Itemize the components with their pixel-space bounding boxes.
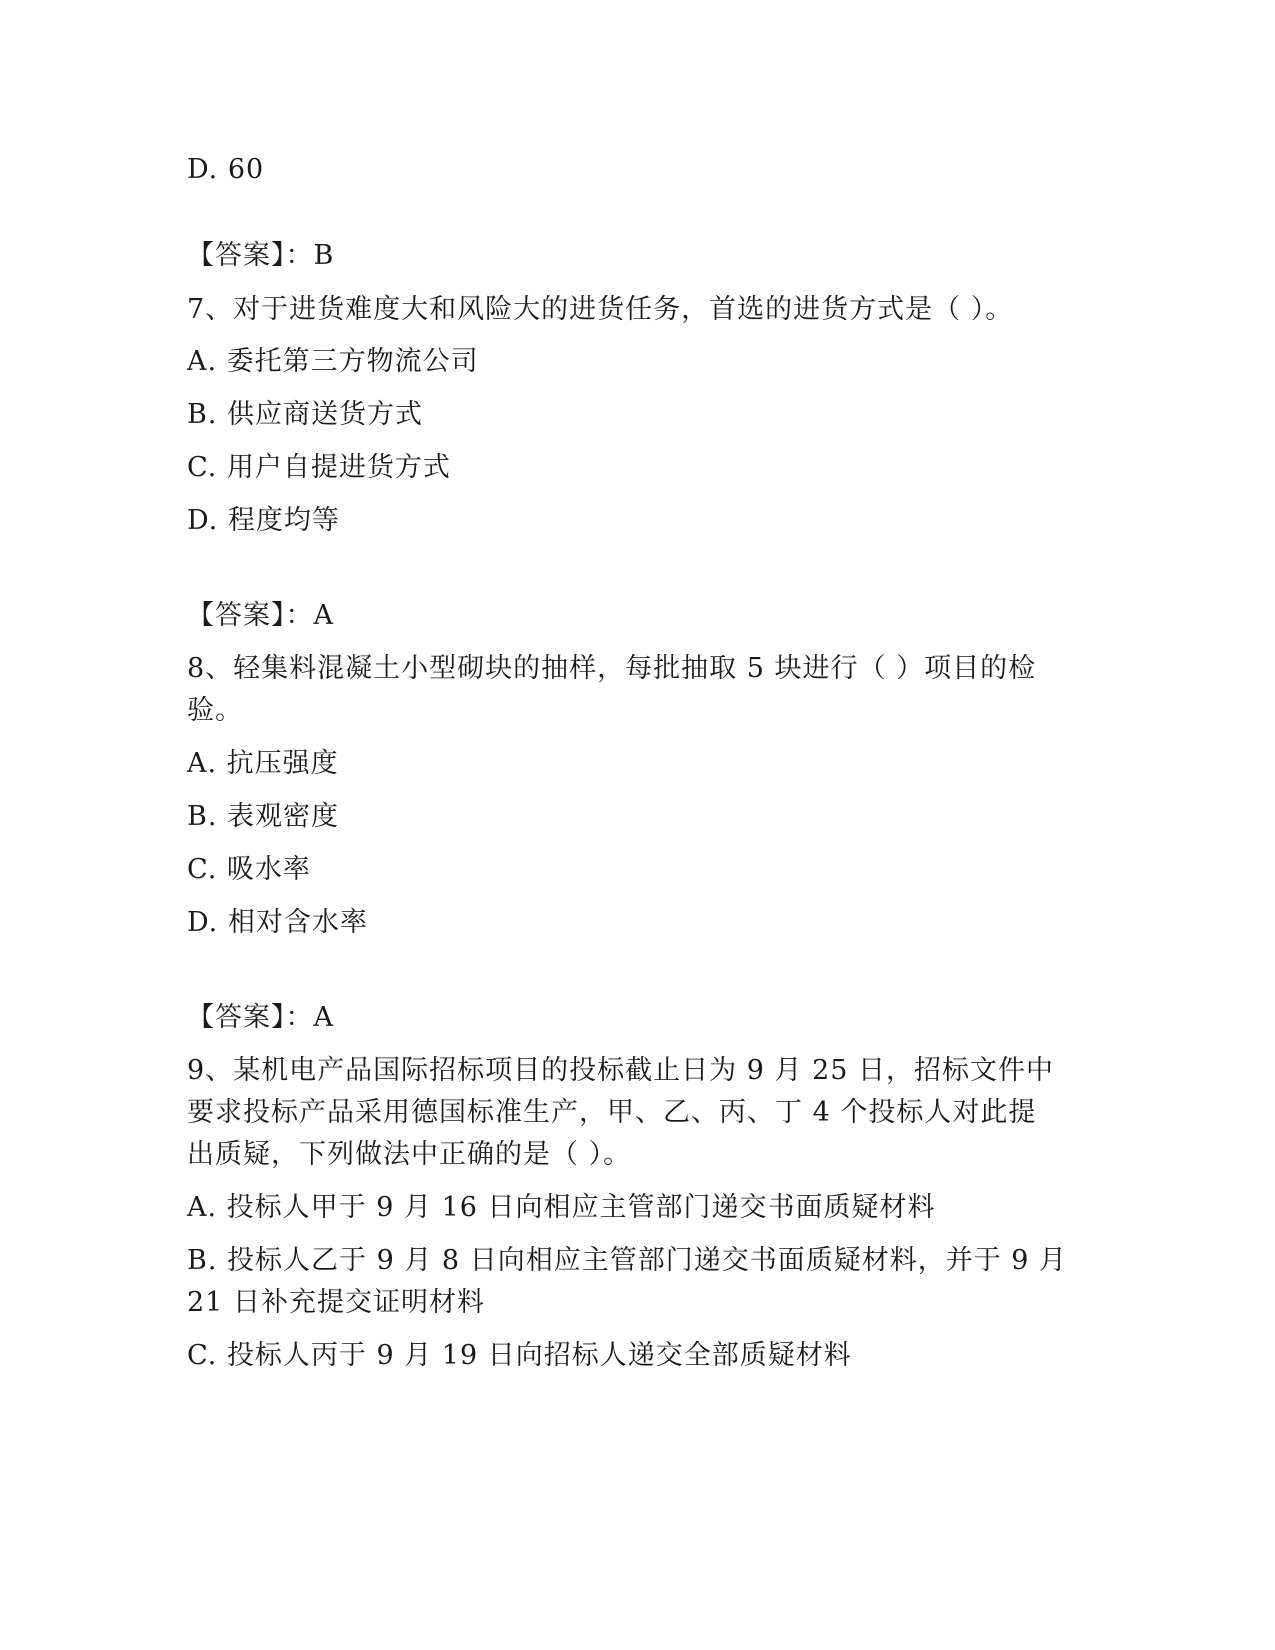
q9-stem-line1: 9、某机电产品国际招标项目的投标截止日为 9 月 25 日，招标文件中: [187, 1055, 1055, 1086]
q7-answer: 【答案】：A: [187, 600, 334, 631]
q7-option-b: B. 供应商送货方式: [187, 399, 424, 430]
q8-option-d: D. 相对含水率: [187, 907, 368, 938]
q7-option-a: A. 委托第三方物流公司: [187, 346, 479, 377]
q8-option-c: C. 吸水率: [187, 854, 311, 885]
q8-answer: 【答案】：A: [187, 1002, 334, 1033]
q9-stem-line3: 出质疑，下列做法中正确的是（ ）。: [187, 1139, 632, 1170]
q8-option-b: B. 表观密度: [187, 801, 340, 832]
q8-option-a: A. 抗压强度: [187, 748, 339, 779]
q9-stem-line2: 要求投标产品采用德国标准生产，甲、乙、丙、丁 4 个投标人对此提: [187, 1097, 1037, 1128]
q9-option-b-line1: B. 投标人乙于 9 月 8 日向相应主管部门递交书面质疑材料，并于 9 月: [187, 1245, 1068, 1276]
q8-stem-line2: 验。: [187, 695, 243, 726]
q9-option-b-line2: 21 日补充提交证明材料: [187, 1287, 485, 1318]
q7-option-c: C. 用户自提进货方式: [187, 452, 451, 483]
q8-stem-line1: 8、轻集料混凝土小型砌块的抽样，每批抽取 5 块进行（ ）项目的检: [187, 653, 1037, 684]
q9-option-c: C. 投标人丙于 9 月 19 日向招标人递交全部质疑材料: [187, 1340, 852, 1371]
q9-option-a: A. 投标人甲于 9 月 16 日向相应主管部门递交书面质疑材料: [187, 1192, 936, 1223]
q7-option-d: D. 程度均等: [187, 505, 340, 536]
q7-stem: 7、对于进货难度大和风险大的进货任务，首选的进货方式是（ ）。: [187, 294, 1014, 325]
prev-option-d: D. 60: [187, 154, 265, 185]
prev-answer: 【答案】：B: [187, 240, 335, 271]
